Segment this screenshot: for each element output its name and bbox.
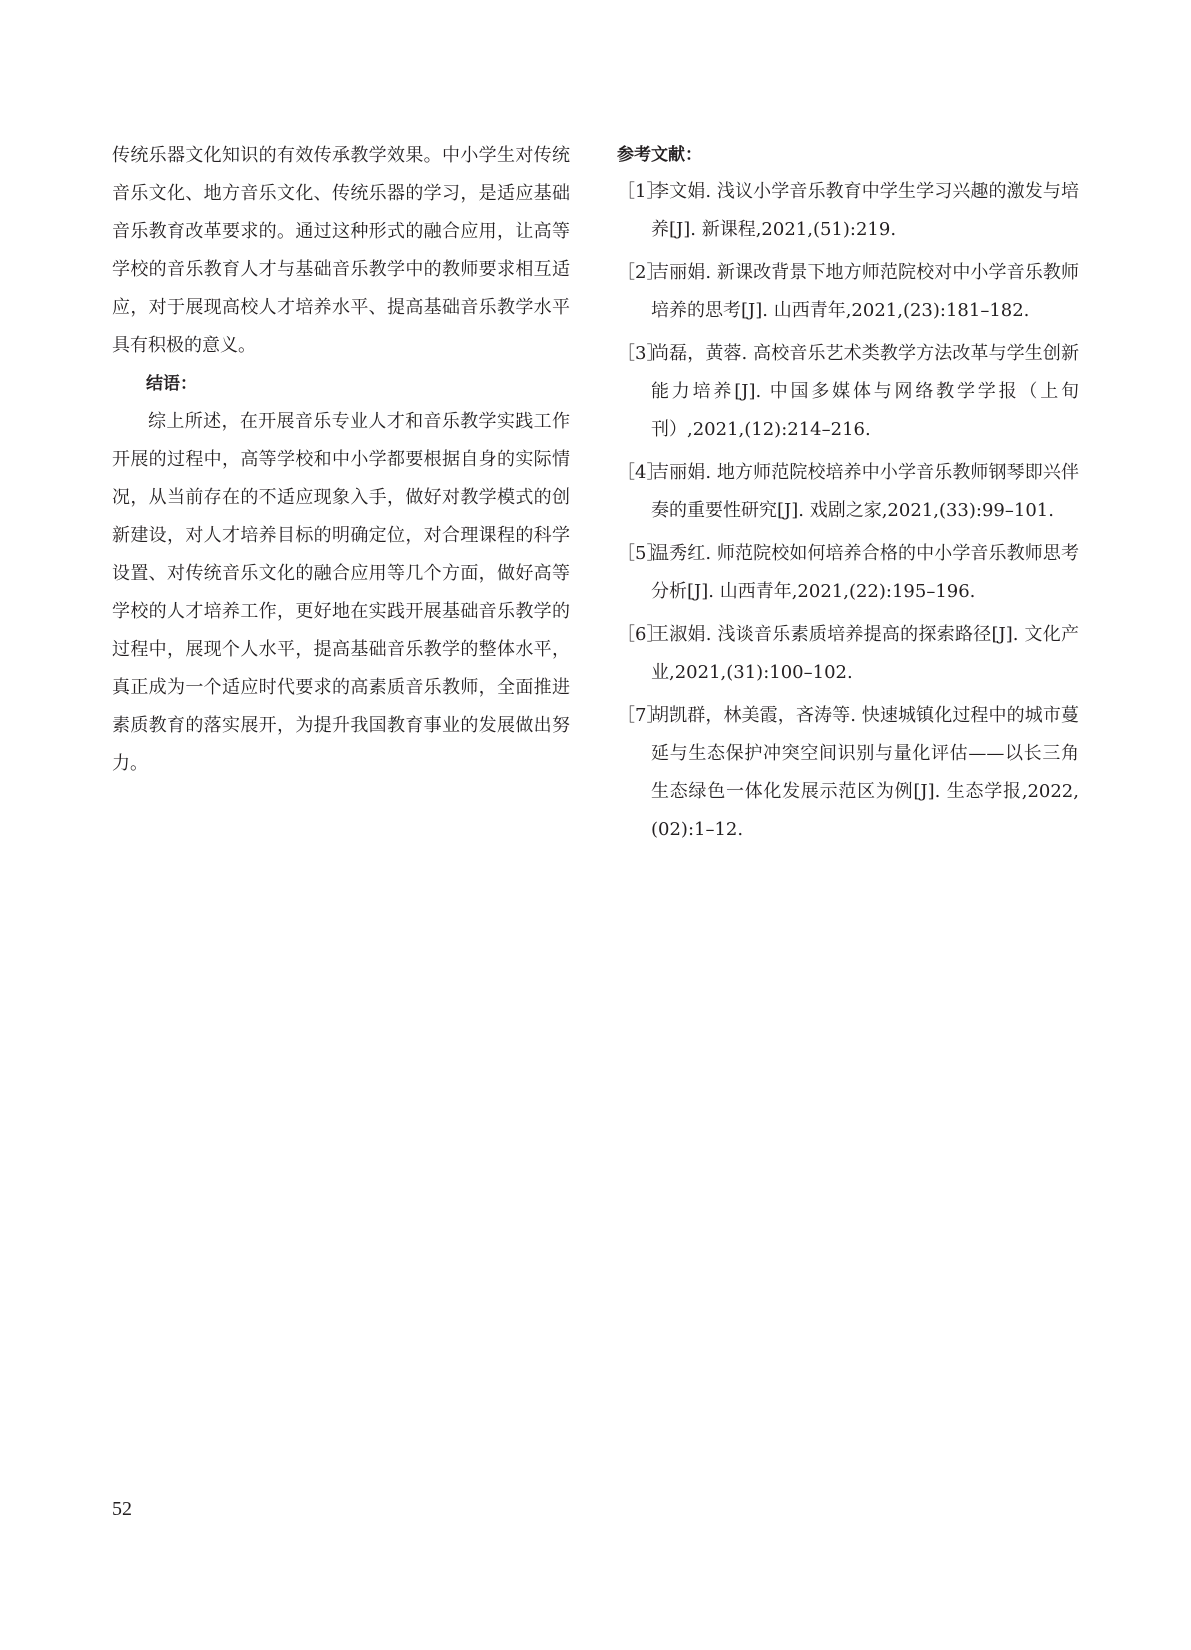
reference-item — [617, 697, 1079, 849]
reference-number: ［1］ — [617, 181, 665, 202]
reference-item — [617, 335, 1079, 449]
reference-text: 胡凯群，林美霞，吝涛等. 快速城镇化过程中的城市蔓延与生态保护冲突空间识别与量化评估——以长三角生态绿色一体化发展示范区为例[J]. 生态学报,2022,(02):1–12. — [651, 705, 1079, 840]
reference-item — [617, 616, 1079, 692]
reference-text: 吉丽娟. 地方师范院校培养中小学音乐教师钢琴即兴伴奏的重要性研究[J]. 戏剧之家,2021,(33):99–101. — [651, 462, 1079, 521]
left-column — [112, 137, 570, 783]
reference-item — [617, 173, 1079, 249]
reference-item — [617, 454, 1079, 530]
reference-number: ［5］ — [617, 543, 665, 564]
page-number: 52 — [112, 1498, 132, 1520]
references-title: 参考文献： — [617, 145, 702, 165]
reference-text: 温秀红. 师范院校如何培养合格的中小学音乐教师思考分析[J]. 山西青年,2021,(22):195–196. — [651, 543, 1079, 602]
reference-number: ［2］ — [617, 262, 665, 283]
reference-item — [617, 254, 1079, 330]
reference-text: 吉丽娟. 新课改背景下地方师范院校对中小学音乐教师培养的思考[J]. 山西青年,2021,(23):181–182. — [651, 262, 1079, 321]
conclusion-heading: 结语： — [146, 374, 197, 394]
reference-number: ［6］ — [617, 624, 665, 645]
reference-number: ［3］ — [617, 343, 665, 364]
reference-text: 尚磊，黄蓉. 高校音乐艺术类教学方法改革与学生创新能力培养[J]. 中国多媒体与网络教学学报（上旬刊）,2021,(12):214–216. — [651, 343, 1079, 440]
reference-number: ［7］ — [617, 705, 665, 726]
conclusion-paragraph: 综上所述，在开展音乐专业人才和音乐教学实践工作开展的过程中，高等学校和中小学都要根据自身的实际情况，从当前存在的不适应现象入手，做好对教学模式的创新建设，对人才培养目标的明确定位，对合理课程的科学设置、对传统音乐文化的融合应用等几个方面，做好高等学校的人才培养工作，更好地在实践开展基础音乐教学的过程中，展现个人水平，提高基础音乐教学的整体水平，真正成为一个适应时代要求的高素质音乐教师，全面推进素质教育的落实展开，为提升我国教育事业的发展做出努力。 — [112, 411, 570, 774]
reference-item — [617, 535, 1079, 611]
reference-number: ［4］ — [617, 462, 665, 483]
reference-text: 王淑娟. 浅谈音乐素质培养提高的探索路径[J]. 文化产业,2021,(31):100–102. — [651, 624, 1079, 683]
references-section — [617, 137, 1079, 854]
body-paragraph-continued: 传统乐器文化知识的有效传承教学效果。中小学生对传统音乐文化、地方音乐文化、传统乐器的学习，是适应基础音乐教育改革要求的。通过这种形式的融合应用，让高等学校的音乐教育人才与基础音乐教学中的教师要求相互适应，对于展现高校人才培养水平、提高基础音乐教学水平具有积极的意义。 — [112, 145, 570, 356]
reference-text: 李文娟. 浅议小学音乐教育中学生学习兴趣的激发与培养[J]. 新课程,2021,(51):219. — [651, 181, 1079, 240]
